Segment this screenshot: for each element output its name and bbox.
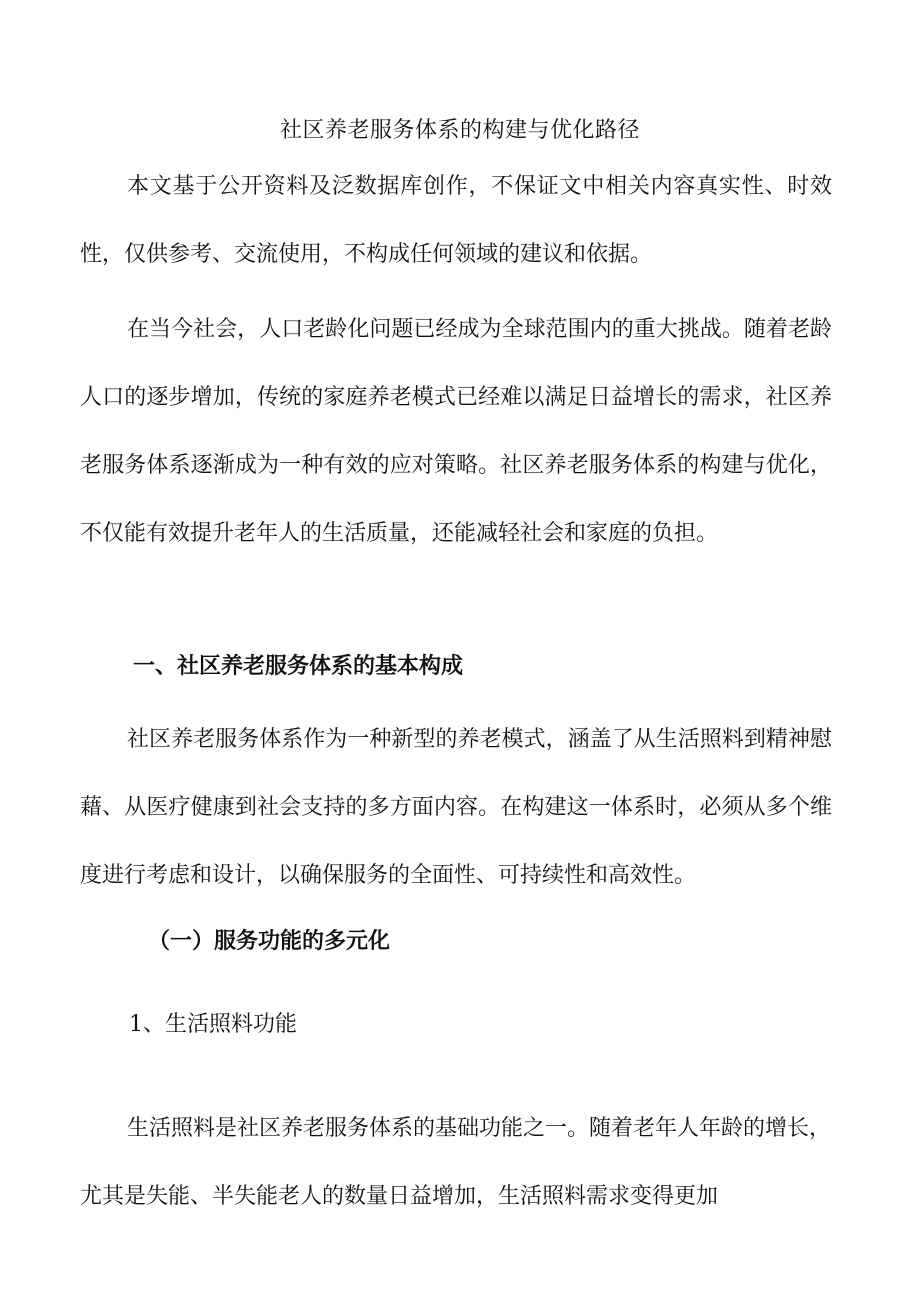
item-heading: 1、生活照料功能 <box>129 1012 297 1037</box>
section-heading: 一、社区养老服务体系的基本构成 <box>133 654 464 679</box>
intro-paragraph: 在当今社会，人口老龄化问题已经成为全球范围内的重大挑战。随着老龄人口的逐步增加，传统的家庭养老模式已经难以满足日益增长的需求，社区养老服务体系逐渐成为一种有效的应对策略。社区养老服务体系的构建与优化，不仅能有效提升老年人的生活质量，还能减轻社会和家庭的负担。 <box>80 317 832 546</box>
document-title: 社区养老服务体系的构建与优化路径 <box>279 118 640 143</box>
section-body-paragraph: 社区养老服务体系作为一种新型的养老模式，涵盖了从生活照料到精神慰藉、从医疗健康到社会支持的多方面内容。在构建这一体系时，必须从多个维度进行考虑和设计，以确保服务的全面性、可持续性和高效性。 <box>80 727 832 888</box>
disclaimer-paragraph: 本文基于公开资料及泛数据库创作，不保证文中相关内容真实性、时效性，仅供参考、交流使用，不构成任何领域的建议和依据。 <box>80 174 832 267</box>
subsection-heading: （一）服务功能的多元化 <box>148 928 391 954</box>
item-body-paragraph: 生活照料是社区养老服务体系的基础功能之一。随着老年人年龄的增长，尤其是失能、半失能老人的数量日益增加，生活照料需求变得更加 <box>80 1116 832 1209</box>
